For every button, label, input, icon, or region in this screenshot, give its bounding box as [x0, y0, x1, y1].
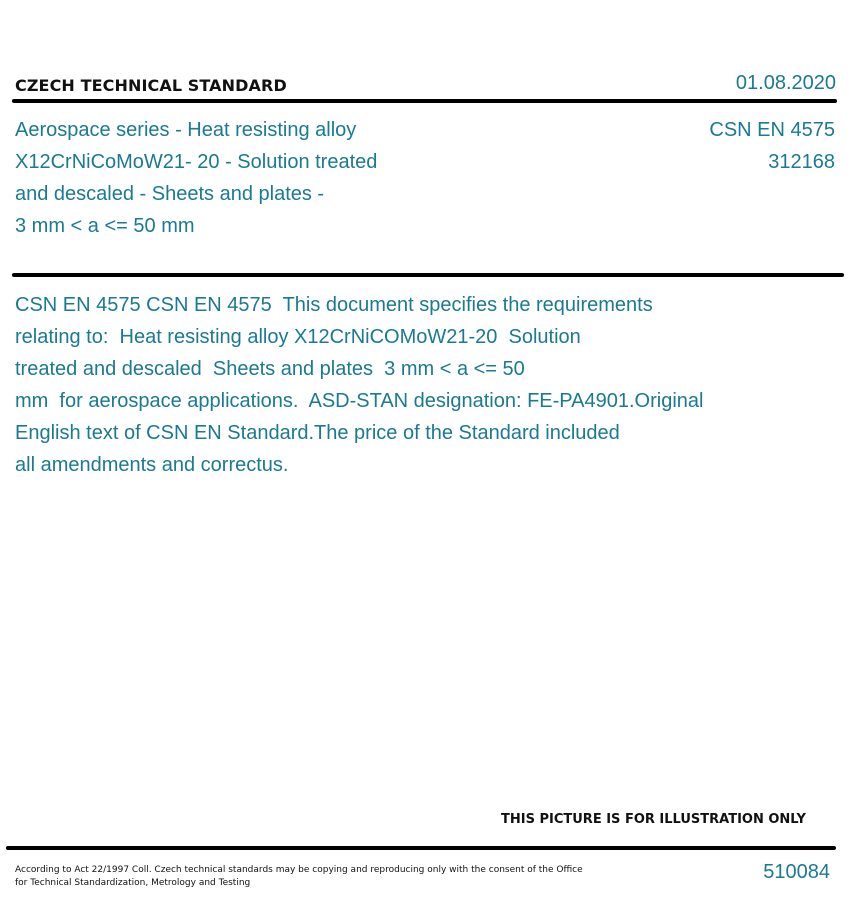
illustration-disclaimer: THIS PICTURE IS FOR ILLUSTRATION ONLY: [501, 812, 806, 827]
document-type-label: CZECH TECHNICAL STANDARD: [15, 76, 287, 95]
title-line: and descaled - Sheets and plates -: [15, 183, 325, 205]
header-divider: [12, 99, 837, 103]
description-line: relating to: Heat resisting alloy X12CrNiCOMoW21-20 Solution: [15, 326, 581, 348]
publication-date: 01.08.2020: [735, 72, 836, 94]
description-line: all amendments and correctus.: [15, 454, 289, 476]
title-line: X12CrNiCoMoW21- 20 - Solution treated: [15, 151, 378, 173]
standard-identifiers: [709, 114, 835, 178]
legal-line: for Technical Standardization, Metrology and Testing: [15, 878, 251, 888]
legal-line: According to Act 22/1997 Coll. Czech technical standards may be copying and reproducing only with the consent of the Office: [15, 865, 583, 875]
description-line: mm for aerospace applications. ASD-STAN designation: FE-PA4901.Original: [15, 390, 704, 412]
catalog-number: 510084: [763, 861, 830, 883]
standard-number: 312168: [768, 151, 835, 173]
title-divider: [12, 273, 844, 277]
legal-notice: [15, 864, 615, 890]
title-line: Aerospace series - Heat resisting alloy: [15, 119, 357, 141]
description-line: English text of CSN EN Standard.The price of the Standard included: [15, 422, 620, 444]
description-line: CSN EN 4575 CSN EN 4575 This document specifies the requirements: [15, 294, 653, 316]
title-line: 3 mm < a <= 50 mm: [15, 215, 195, 237]
footer-divider: [6, 846, 836, 850]
standard-description: [15, 289, 815, 481]
standard-title: [15, 114, 535, 242]
description-line: treated and descaled Sheets and plates 3 mm < a <= 50: [15, 358, 525, 380]
standard-code: CSN EN 4575: [709, 119, 835, 141]
